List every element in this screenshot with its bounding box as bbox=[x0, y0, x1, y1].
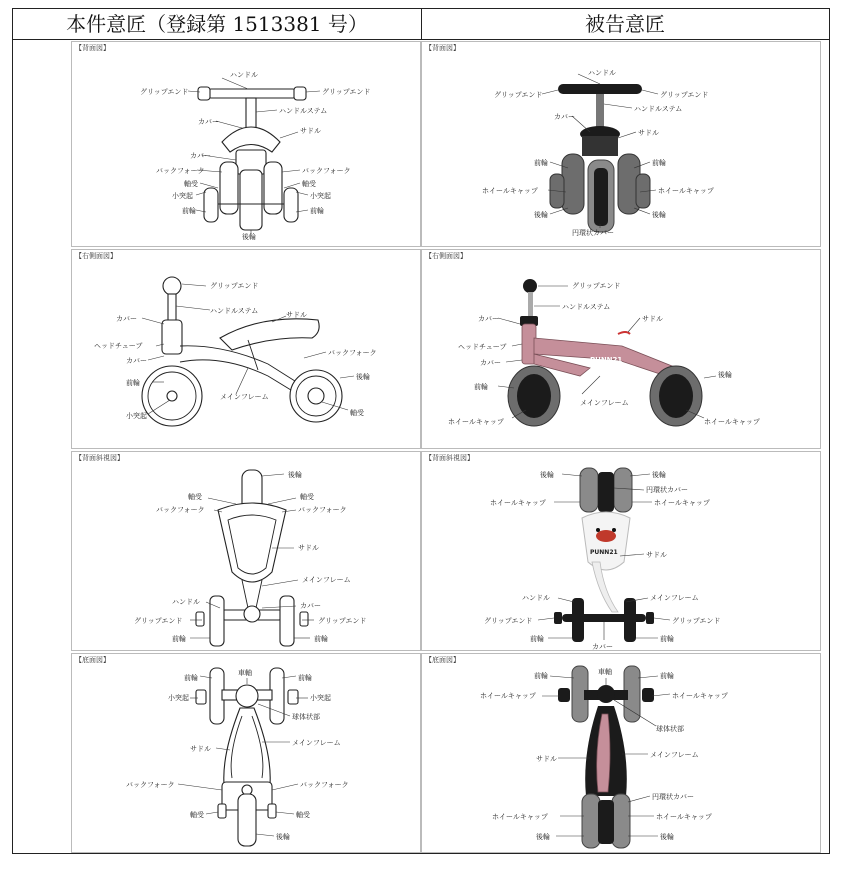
label-grip-end: グリップエンド bbox=[572, 282, 621, 290]
logo-text: PUNN21 bbox=[590, 549, 618, 556]
label-front-wheel-left: 前輪 bbox=[530, 635, 544, 643]
label-grip-end-right: グリップエンド bbox=[318, 617, 367, 625]
label-cover: カバー bbox=[554, 113, 575, 121]
label-cover-top: カバー bbox=[198, 118, 219, 126]
label-handle: ハンドル bbox=[230, 71, 258, 79]
panel-perspective-defendant bbox=[421, 451, 821, 651]
label-front-wheel-left: 前輪 bbox=[534, 159, 548, 167]
panel-perspective-registered bbox=[71, 451, 421, 651]
comparison-table bbox=[12, 8, 830, 854]
label-bump-left: 小突起 bbox=[172, 192, 193, 200]
label-rear-wheel: 後輪 bbox=[276, 833, 290, 841]
label-wheel-cap-left: ホイールキャップ bbox=[448, 418, 504, 426]
label-back-fork-left: バックフォーク bbox=[126, 781, 175, 789]
panel-title: 【右側面図】 bbox=[75, 252, 117, 260]
panel-title: 【背面図】 bbox=[75, 44, 110, 52]
label-handle-stem: ハンドルステム bbox=[279, 107, 328, 115]
label-saddle: サドル bbox=[190, 745, 211, 753]
label-back-fork-right: バックフォーク bbox=[302, 167, 351, 175]
label-bearing-left: 軸受 bbox=[188, 493, 202, 501]
label-front-wheel: 前輪 bbox=[474, 383, 488, 391]
label-rear-wheel: 後輪 bbox=[242, 233, 256, 241]
label-saddle: サドル bbox=[286, 311, 307, 319]
label-grip-end-left: グリップエンド bbox=[134, 617, 183, 625]
label-head-tube: ヘッドチューブ bbox=[94, 342, 143, 350]
label-grip-end-right: グリップエンド bbox=[672, 617, 721, 625]
label-cover: カバー bbox=[592, 643, 613, 651]
label-front-wheel-left: 前輪 bbox=[182, 207, 196, 215]
label-bearing-left: 軸受 bbox=[190, 811, 204, 819]
label-handle-stem: ハンドルステム bbox=[562, 303, 611, 311]
label-axle: 車軸 bbox=[238, 669, 252, 677]
panel-title: 【底面図】 bbox=[425, 656, 460, 664]
label-cover: カバー bbox=[190, 152, 211, 160]
label-handle: ハンドル bbox=[172, 598, 200, 606]
label-bearing-right: 軸受 bbox=[296, 811, 310, 819]
label-grip-end-right: グリップエンド bbox=[322, 88, 371, 96]
label-main-frame: メインフレーム bbox=[580, 399, 629, 407]
label-cover: カバー bbox=[480, 359, 501, 367]
label-bearing-right: 軸受 bbox=[302, 180, 316, 188]
label-saddle: サドル bbox=[536, 755, 557, 763]
panel-side-view-registered bbox=[71, 249, 421, 449]
label-ring-cover: 円環状カバー bbox=[646, 486, 688, 494]
label-bearing: 軸受 bbox=[350, 409, 364, 417]
label-ball-part: 球体状部 bbox=[292, 713, 320, 721]
header-registered-design: 本件意匠（登録第 1513381 号） bbox=[13, 9, 422, 39]
label-front-wheel: 前輪 bbox=[126, 379, 140, 387]
label-front-wheel-left: 前輪 bbox=[534, 672, 548, 680]
label-rear-wheel-left: 後輪 bbox=[540, 471, 554, 479]
label-back-fork-right: バックフォーク bbox=[298, 506, 347, 514]
label-wheel-cap-right: ホイールキャップ bbox=[658, 187, 714, 195]
header-divider bbox=[13, 39, 829, 40]
panel-bottom-view-defendant bbox=[421, 653, 821, 853]
label-grip-end-right: グリップエンド bbox=[660, 91, 709, 99]
header-defendant-design: 被告意匠 bbox=[585, 12, 665, 36]
label-wheel-cap-right: ホイールキャップ bbox=[654, 499, 710, 507]
label-handle: ハンドル bbox=[588, 69, 616, 77]
label-saddle: サドル bbox=[642, 315, 663, 323]
label-front-wheel-right: 前輪 bbox=[660, 635, 674, 643]
label-front-wheel-left: 前輪 bbox=[172, 635, 186, 643]
label-front-wheel-right: 前輪 bbox=[660, 672, 674, 680]
label-main-frame: メインフレーム bbox=[220, 393, 269, 401]
label-grip-end-left: グリップエンド bbox=[494, 91, 543, 99]
label-rear-wheel: 後輪 bbox=[288, 471, 302, 479]
label-main-frame: メインフレーム bbox=[292, 739, 341, 747]
label-wheel-cap-left: ホイールキャップ bbox=[490, 499, 546, 507]
label-wheel-cap-lower-right: ホイールキャップ bbox=[656, 813, 712, 821]
label-rear-wheel-right: 後輪 bbox=[652, 471, 666, 479]
bike-back-photo bbox=[422, 42, 822, 248]
label-main-frame: メインフレーム bbox=[302, 576, 351, 584]
label-front-wheel-right: 前輪 bbox=[298, 674, 312, 682]
panel-title: 【右側面図】 bbox=[425, 252, 467, 260]
label-handle-stem: ハンドルステム bbox=[634, 105, 683, 113]
label-bump-right: 小突起 bbox=[310, 192, 331, 200]
label-back-fork: バックフォーク bbox=[328, 349, 377, 357]
label-rear-wheel-left: 後輪 bbox=[536, 833, 550, 841]
label-bearing-right: 軸受 bbox=[300, 493, 314, 501]
label-back-fork-left: バックフォーク bbox=[156, 506, 205, 514]
label-handle: ハンドル bbox=[522, 594, 550, 602]
label-handle-stem: ハンドルステム bbox=[210, 307, 259, 315]
logo-text: PUNN21 bbox=[590, 356, 623, 364]
bike-bottom-photo bbox=[422, 654, 822, 854]
label-wheel-cap-right: ホイールキャップ bbox=[704, 418, 760, 426]
label-bearing-left: 軸受 bbox=[184, 180, 198, 188]
label-saddle: サドル bbox=[298, 544, 319, 552]
panel-side-view-defendant bbox=[421, 249, 821, 449]
label-bump: 小突起 bbox=[126, 412, 147, 420]
bike-perspective-photo bbox=[422, 452, 822, 652]
label-bump-right: 小突起 bbox=[310, 694, 331, 702]
panel-title: 【底面図】 bbox=[75, 656, 110, 664]
label-saddle: サドル bbox=[638, 129, 659, 137]
label-rear-wheel-left: 後輪 bbox=[534, 211, 548, 219]
label-cover: カバー bbox=[300, 602, 321, 610]
panel-title: 【背面斜視図】 bbox=[425, 454, 474, 462]
label-ring-cover: 円環状カバー bbox=[572, 229, 614, 237]
label-saddle: サドル bbox=[646, 551, 667, 559]
panel-back-view-registered bbox=[71, 41, 421, 247]
label-main-frame: メインフレーム bbox=[650, 594, 699, 602]
label-rear-wheel-right: 後輪 bbox=[660, 833, 674, 841]
bike-perspective-drawing bbox=[72, 452, 422, 652]
label-front-wheel-left: 前輪 bbox=[184, 674, 198, 682]
label-ring-cover: 円環状カバー bbox=[652, 793, 694, 801]
label-bump-left: 小突起 bbox=[168, 694, 189, 702]
label-head-tube: ヘッドチューブ bbox=[458, 343, 507, 351]
label-ball-part: 球体状部 bbox=[656, 725, 684, 733]
label-saddle: サドル bbox=[300, 127, 321, 135]
panel-title: 【背面図】 bbox=[425, 44, 460, 52]
label-axle: 車軸 bbox=[598, 668, 612, 676]
label-rear-wheel: 後輪 bbox=[718, 371, 732, 379]
label-front-wheel-right: 前輪 bbox=[310, 207, 324, 215]
label-wheel-cap-left: ホイールキャップ bbox=[480, 692, 536, 700]
panel-bottom-view-registered bbox=[71, 653, 421, 853]
label-main-frame: メインフレーム bbox=[650, 751, 699, 759]
label-cover-top: カバー bbox=[116, 315, 137, 323]
label-front-wheel-right: 前輪 bbox=[314, 635, 328, 643]
label-back-fork-right: バックフォーク bbox=[300, 781, 349, 789]
label-grip-end: グリップエンド bbox=[210, 282, 259, 290]
bike-bottom-drawing bbox=[72, 654, 422, 854]
label-front-wheel-right: 前輪 bbox=[652, 159, 666, 167]
label-rear-wheel-right: 後輪 bbox=[652, 211, 666, 219]
label-grip-end-left: グリップエンド bbox=[140, 88, 189, 96]
label-wheel-cap-lower-left: ホイールキャップ bbox=[492, 813, 548, 821]
label-grip-end-left: グリップエンド bbox=[484, 617, 533, 625]
panel-back-view-defendant bbox=[421, 41, 821, 247]
panel-title: 【背面斜視図】 bbox=[75, 454, 124, 462]
label-cover: カバー bbox=[126, 357, 147, 365]
label-rear-wheel: 後輪 bbox=[356, 373, 370, 381]
label-wheel-cap-right: ホイールキャップ bbox=[672, 692, 728, 700]
label-back-fork-left: バックフォーク bbox=[156, 167, 205, 175]
label-wheel-cap-left: ホイールキャップ bbox=[482, 187, 538, 195]
label-cover-top: カバー bbox=[478, 315, 499, 323]
